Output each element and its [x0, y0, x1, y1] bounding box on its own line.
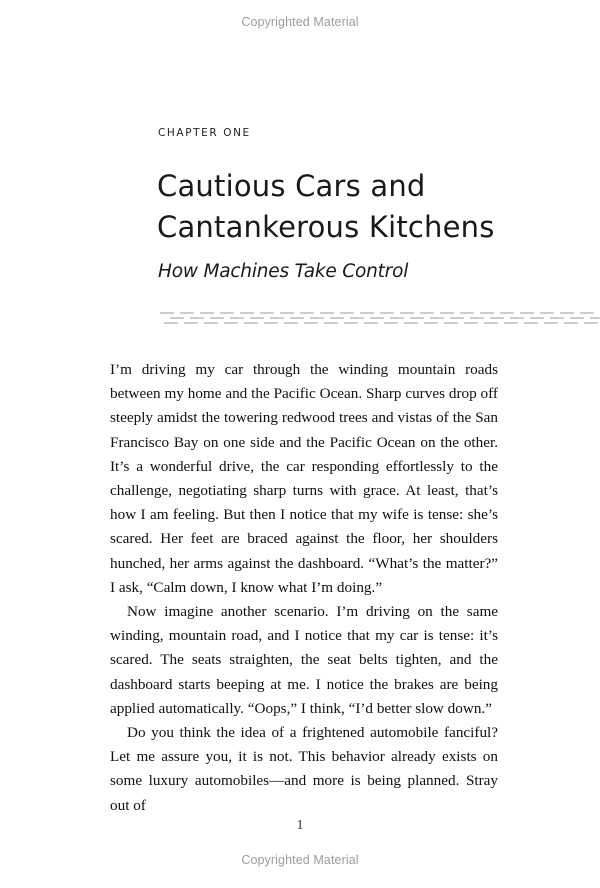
copyright-watermark-top: Copyrighted Material: [241, 15, 359, 29]
page-number: 1: [296, 818, 304, 833]
paragraph-3: Do you think the idea of a frightened automobile fanciful? Let me assure you, it is not. This behavior already exists on some luxury automobiles—and more is being planned. Stray out of: [110, 724, 498, 814]
chapter-title-line-1: Cautious Cars and: [157, 169, 426, 203]
copyright-watermark-bottom: Copyrighted Material: [241, 853, 359, 867]
chapter-title-line-2: Cantankerous Kitchens: [157, 210, 495, 244]
decorative-dashed-rule: [160, 309, 600, 329]
chapter-label: CHAPTER ONE: [158, 127, 251, 139]
chapter-title: [157, 166, 495, 248]
paragraph-2: Now imagine another scenario. I’m driving on the same winding, mountain road, and I notice that my car is tense: it’s scared. The seats straighten, the seat belts tighten, and the dashboard starts beeping at me. I notice the brakes are being applied automatically. “Oops,” I think, “I’d better slow down.”: [110, 603, 498, 717]
paragraph-1: I’m driving my car through the winding mountain roads between my home and the Pacific Ocean. Sharp curves drop off steeply amidst the towering redwood trees and vistas of the San Francisco Bay on one side and the Pacific Ocean on the other. It’s a wonderful drive, the car responding effortlessly to the challenge, negotiating sharp turns with grace. At least, that’s how I am feeling. But then I notice that my wife is tense: she’s scared. Her feet are braced against the floor, her shoulders hunched, her arms against the dashboard. “What’s the matter?” I ask, “Calm down, I know what I’m doing.”: [110, 361, 498, 596]
chapter-subtitle: How Machines Take Control: [158, 261, 409, 282]
body-text: [110, 358, 498, 818]
